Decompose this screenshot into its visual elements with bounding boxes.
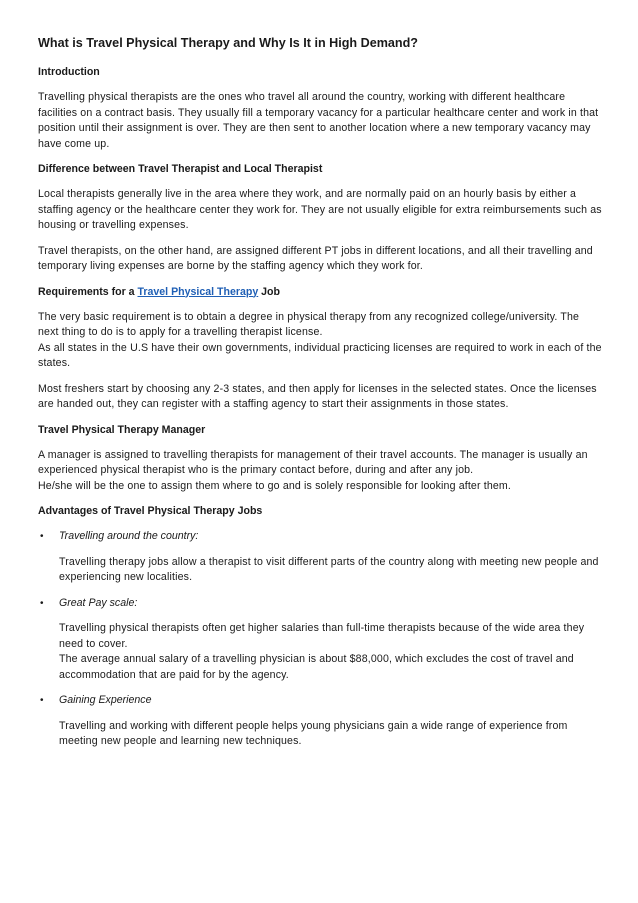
- page-title: What is Travel Physical Therapy and Why Is It in High Demand?: [38, 36, 418, 50]
- advantage-title: Great Pay scale:: [59, 596, 138, 609]
- requirements-heading: [38, 285, 602, 299]
- difference-paragraph-1: Local therapists generally live in the area where they work, and are normally paid on an hourly basis by either a staffing agency or the healthcare center they work for. They are not usually eligible for extra reimbursements such as housing or travelling expenses.: [38, 188, 602, 231]
- bullet-icon: •: [40, 531, 44, 542]
- manager-heading: Travel Physical Therapy Manager: [38, 423, 206, 436]
- advantage-text: [59, 621, 602, 683]
- advantage-title: Travelling around the country:: [59, 530, 199, 542]
- difference-paragraph-2: Travel therapists, on the other hand, are assigned different PT jobs in different locations, and all their travelling and temporary living expenses are borne by the staffing agency which they work for.: [38, 244, 593, 272]
- advantages-list: [38, 529, 602, 750]
- travel-physical-therapy-link[interactable]: Travel Physical Therapy: [137, 285, 259, 298]
- requirements-heading-suffix: Job: [258, 285, 280, 298]
- advantage-line: Travelling physical therapists often get higher salaries than full-time therapists because of the wide area they need to cover.: [59, 622, 585, 650]
- advantage-line: The average annual salary of a travelling physician is about $88,000, which excludes the cost of travel and accommodation that are paid for by the agency.: [59, 653, 574, 681]
- advantage-item-experience: [38, 693, 602, 750]
- manager-paragraph: [38, 448, 602, 495]
- advantage-title: Gaining Experience: [59, 694, 152, 706]
- requirements-line-2: As all states in the U.S have their own governments, individual practicing licenses are required to work in each of the states.: [38, 341, 602, 369]
- intro-paragraph: Travelling physical therapists are the ones who travel all around the country, working with different healthcare facilities on a contract basis. They usually fill a temporary vacancy for a particular healthcare center and work in that position until their assignment is over. They are then sent to another location where a new temporary vacancy may have come up.: [38, 91, 599, 150]
- requirements-heading-prefix: Requirements for a: [38, 285, 138, 298]
- manager-line-2: He/she will be the one to assign them where to go and is solely responsible for looking after them.: [38, 479, 511, 492]
- requirements-paragraph-1: [38, 310, 602, 372]
- advantage-text: Travelling and working with different people helps young physicians gain a wide range of experience from meeting new people and learning new techniques.: [59, 719, 568, 747]
- difference-heading: Difference between Travel Therapist and Local Therapist: [38, 163, 323, 175]
- advantage-text: Travelling therapy jobs allow a therapist to visit different parts of the country along with meeting new people and experiencing new localities.: [59, 555, 599, 583]
- advantage-item-travel: [38, 529, 602, 586]
- intro-heading: Introduction: [38, 66, 100, 78]
- requirements-paragraph-2: Most freshers start by choosing any 2-3 states, and then apply for licenses in the selected states. Once the licenses are handed out, they can register with a staffing agency to start their assignments in those states.: [38, 382, 597, 410]
- bullet-icon: •: [40, 695, 44, 706]
- manager-line-1: A manager is assigned to travelling therapists for management of their travel accounts. The manager is usually an experienced physical therapist who is the primary contact before, during and after any job.: [38, 448, 588, 476]
- bullet-icon: •: [40, 597, 44, 609]
- requirements-line-1: The very basic requirement is to obtain a degree in physical therapy from any recognized college/university. The next thing to do is to apply for a travelling therapist license.: [38, 310, 580, 338]
- advantage-item-pay: [38, 596, 602, 684]
- advantages-heading: Advantages of Travel Physical Therapy Jobs: [38, 505, 263, 517]
